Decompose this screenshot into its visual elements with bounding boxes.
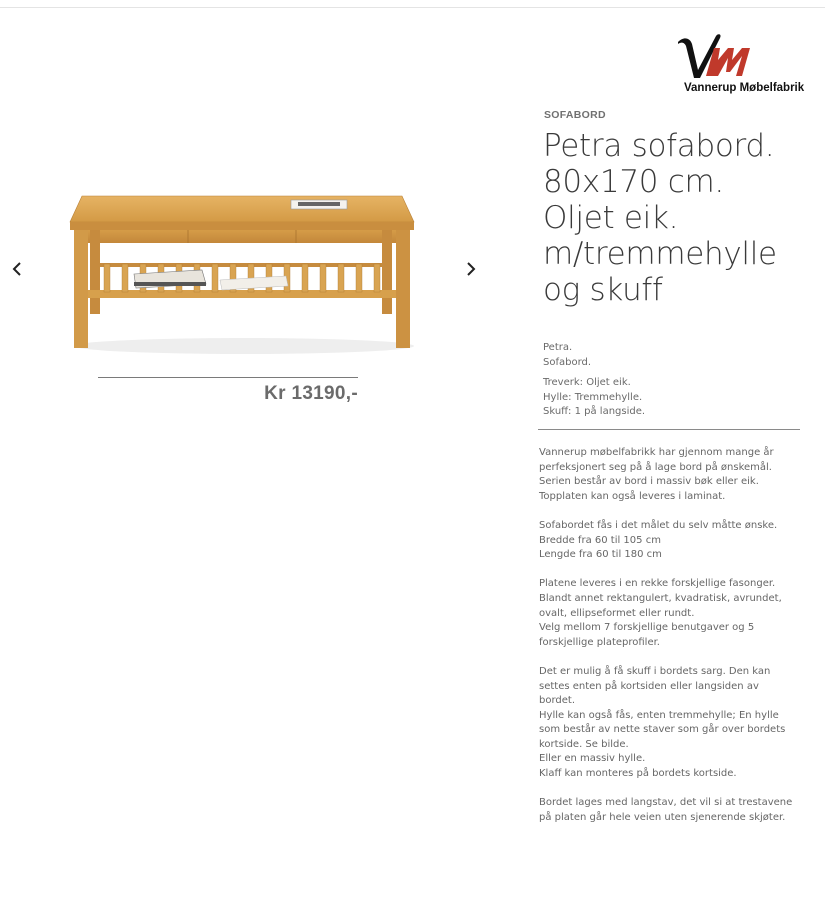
description-line: kortside. Se bilde. (539, 738, 629, 750)
product-specs (543, 341, 793, 426)
description-line: Bredde fra 60 til 105 cm (539, 534, 661, 546)
specs-group (543, 376, 793, 420)
description-line: settes enten på kortsiden eller langsiden av (539, 680, 759, 692)
product-image[interactable] (60, 150, 428, 356)
description-paragraph (539, 665, 799, 782)
chevron-right-icon (461, 256, 481, 282)
description-line: Klaff kan monteres på bordets kortside. (539, 768, 737, 780)
description-paragraph (539, 446, 799, 504)
title-line: 80x170 cm. (543, 164, 724, 200)
spec-line: Treverk: Oljet eik. (543, 377, 631, 388)
description-line: Velg mellom 7 forskjellige benutgaver og 5 (539, 622, 755, 634)
spec-line: Petra. (543, 342, 573, 353)
title-line: og skuff (543, 272, 663, 308)
description-line: Eller en massiv hylle. (539, 753, 646, 765)
description-line: Platene leveres i en rekke forskjellige fasonger. (539, 578, 776, 590)
spec-line: Hylle: Tremmehylle. (543, 391, 643, 403)
title-line: Petra sofabord. (543, 128, 775, 164)
price-divider (98, 377, 358, 378)
spec-line: Sofabord. (543, 356, 592, 368)
description-line: bordet. (539, 695, 576, 707)
description-line: forskjellige plateprofiler. (539, 636, 660, 648)
description-line: Vannerup møbelfabrikk har gjennom mange år (539, 447, 774, 458)
product-category[interactable]: SOFABORD (544, 109, 606, 121)
description-line: Det er mulig å få skuff i bordets sarg. Den kan (539, 665, 771, 677)
description-paragraph (539, 519, 799, 563)
description-line: Serien består av bord i massiv bøk eller eik. (539, 476, 759, 488)
chevron-left-icon (7, 256, 27, 282)
description-divider (538, 429, 800, 430)
description-line: Bordet lages med langstav, det vil si at trestavene (539, 797, 793, 809)
description-line: på platen går hele veien uten sjenerende skjøter. (539, 811, 786, 823)
vm-logo-mark (676, 30, 756, 82)
description-line: Sofabordet fås i det målet du selv måtte ønske. (539, 519, 778, 531)
brand-logo[interactable] (676, 30, 816, 100)
brand-name: Vannerup Møbelfabrik (684, 82, 805, 94)
description-line: perfeksjonert seg på å lage bord på ønskemål. (539, 461, 772, 473)
description-line: ovalt, ellipseformet eller rundt. (539, 607, 695, 619)
description-line: Hylle kan også fås, enten tremmehylle; En hylle (539, 709, 779, 721)
gallery-prev-button[interactable] (7, 256, 27, 282)
product-title (543, 128, 818, 308)
product-description (539, 446, 799, 840)
spec-line: Skuff: 1 på langside. (543, 406, 646, 417)
specs-group (543, 341, 793, 370)
description-paragraph (539, 796, 799, 825)
product-price: Kr 13190,- (264, 383, 358, 404)
description-line: Blandt annet rektangulert, kvadratisk, avrundet, (539, 592, 782, 604)
description-line: som består av nette staver som går over bordets (539, 724, 786, 736)
gallery-next-button[interactable] (461, 256, 481, 282)
description-paragraph (539, 577, 799, 650)
top-divider (0, 7, 825, 8)
title-line: m/tremmehylle (543, 236, 777, 272)
description-line: Topplaten kan også leveres i laminat. (539, 490, 726, 502)
description-line: Lengde fra 60 til 180 cm (539, 549, 662, 561)
title-line: Oljet eik. (543, 200, 679, 236)
